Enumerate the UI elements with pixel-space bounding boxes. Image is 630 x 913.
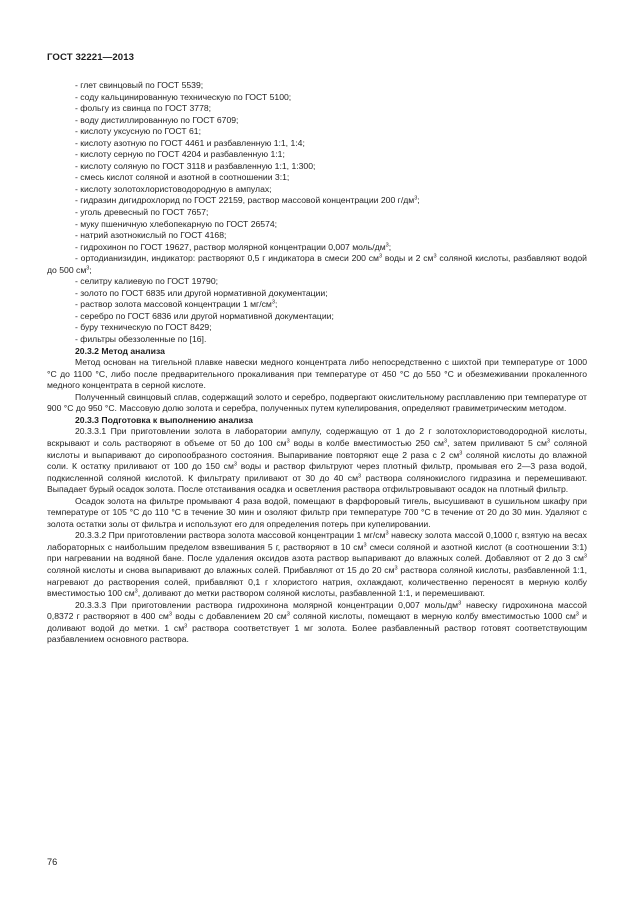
paragraph-gold-solution: 20.3.3.2 При приготовлении раствора золота массовой концентрации 1 $мг/см^3$ навеску золота массой 0,1000 г, взятую на весах лабораторных с наибольшим пределом взвешивания 5 г, растворяют в 10 $см^3$ смеси соляной и азотной кислот (в соотношении 3:1) при нагревании на водяной бане. После удаления оксидов азота раствор выпаривают до влажных солей. Добавляют от 2 до 3 $см^3$ соляной кислоты и снова выпаривают до влажных солей. Прибавляют от 15 до 20 $см^3$ раствора соляной кислоты, разбавленной 1:1, нагревают до растворения солей, прибавляют 0,1 г хлористого натрия, охлаждают, количественно переносят в мерную колбу вместимостью 100 $см^3$, доливают до метки раствором соляной кислоты, разбавленной 1:1, и перемешивают. (47, 530, 588, 599)
list-item: - кислоту золотохлористоводородную в ампулах; (75, 183, 272, 194)
list-item: - кислоту азотную по ГОСТ 4461 и разбавленную 1:1, 1:4; (75, 137, 305, 148)
list-item: - кислоту серную по ГОСТ 4204 и разбавленную 1:1; (75, 149, 285, 160)
page-content (47, 80, 587, 646)
list-item-hydroquinone: - гидрохинон по ГОСТ 19627, раствор молярной концентрации 0,007 моль/$дм^3$; (75, 241, 392, 252)
list-item: - золото по ГОСТ 6835 или другой нормативной документации; (75, 287, 328, 298)
paragraph-hydroquinone: 20.3.3.3 При приготовлении раствора гидрохинона молярной концентрации 0,007 моль/$дм^3$ навеску гидрохинона массой 0,8372 г растворяют в 400 $см^3$ воды с добавлением 20 $см^3$ соляной кислоты, помещают в мерную колбу вместимостью 1000 $см^3$ и доливают водой до метки. 1 $см^3$ раствора соответствует 1 мг золота. Более разбавленный раствор готовят соответствующим разбавлением основного раствора. (47, 599, 587, 645)
paragraph: Полученный свинцовый сплав, содержащий золото и серебро, подвергают окислительному расплавлению при температуре от 900 °С до 950 °С. Массовую долю золота и серебра, полученных путем купелирования, определяют гравиметрическим методом. (47, 391, 587, 414)
section-heading-prep: 20.3.3 Подготовка к выполнению анализа (75, 414, 253, 425)
list-item: - смесь кислот соляной и азотной в соотношении 3:1; (75, 172, 290, 183)
paragraph-gold-prep: 20.3.3.1 При приготовлении золота в лаборатории ампулу, содержащую от 1 до 2 г золотохлористоводородной кислоты, вскрывают и соль растворяют в объеме от 50 до 100 $см^3$ воды в колбе вместимостью 250 $см^3$, затем приливают 5 $см^3$ соляной кислоты и выпаривают до сиропообразного состояния. Выпаривание повторяют еще 2 раза с 2 $см^3$ соляной кислоты до влажной соли. К остатку приливают от 100 до 150 $см^3$ воды и раствор фильтруют через плотный фильтр, промывая его 2—3 раза водой, подкисленной соляной кислотой. К фильтрату приливают от 30 до 40 $см^3$ раствора солянокислого гидразина и перемешивают. Выпадает бурый осадок золота. После отстаивания осадка и осветления раствора отфильтровывают осадок на плотный фильтр. (47, 426, 588, 495)
list-item: - кислоту уксусную по ГОСТ 61; (75, 126, 201, 137)
list-item: - соду кальцинированную техническую по ГОСТ 5100; (75, 91, 292, 102)
paragraph: Осадок золота на фильтре промывают 4 раза водой, помещают в фарфоровый тигель, высушивают в сушильном шкафу при температуре от 105 °С до 110 °С в течение 30 мин и озоляют фильтр при температуре 700 °С в течение от 20 до 30 мин. Удаляют с золота остатки золы от фильтра и используют его для определения потерь при купелировании. (47, 495, 587, 529)
list-item: - глет свинцовый по ГОСТ 5539; (75, 80, 204, 90)
list-item: - буру техническую по ГОСТ 8429; (75, 322, 212, 333)
list-item: - селитру калиевую по ГОСТ 19790; (75, 276, 219, 287)
list-item: - фольгу из свинца по ГОСТ 3778; (75, 103, 212, 114)
list-item-gold-solution: - раствор золота массовой концентрации 1 $мг/см^3$; (75, 299, 278, 310)
list-item: - муку пшеничную хлебопекарную по ГОСТ 26574; (75, 218, 278, 229)
document-header: ГОСТ 32221—2013 (47, 52, 135, 63)
list-item: - воду дистиллированную по ГОСТ 6709; (75, 114, 239, 125)
list-item-dianisidine: - ортодианизидин, индикатор: растворяют 0,5 г индикатора в смеси 200 $см^3$ воды и 2 $см^3$ соляной кислоты, разбавляют водой до 500 $см^3$; (47, 253, 587, 275)
list-item: - фильтры обеззоленные по [16]. (75, 334, 207, 345)
list-item: - серебро по ГОСТ 6836 или другой нормативной документации; (75, 310, 334, 321)
paragraph: Метод основан на тигельной плавке навески медного концентрата либо непосредственно с шихтой при температуре от 1000 °С до 1100 °С, либо после предварительного прокаливания при температуре от 450 °С до 550 °С и обезмеживании прокаленного медного концентрата в серной кислоте. (47, 357, 587, 391)
page-number: 76 (47, 857, 58, 867)
list-item: - кислоту соляную по ГОСТ 3118 и разбавленную 1:1, 1:300; (75, 160, 316, 171)
list-item: - натрий азотнокислый по ГОСТ 4168; (75, 230, 227, 241)
section-heading-method: 20.3.2 Метод анализа (75, 345, 165, 356)
list-item: - уголь древесный по ГОСТ 7657; (75, 207, 209, 218)
list-item-hydrazine: - гидразин дигидрохлорид по ГОСТ 22159, раствор массовой концентрации 200 $г/дм^3$; (75, 195, 420, 206)
